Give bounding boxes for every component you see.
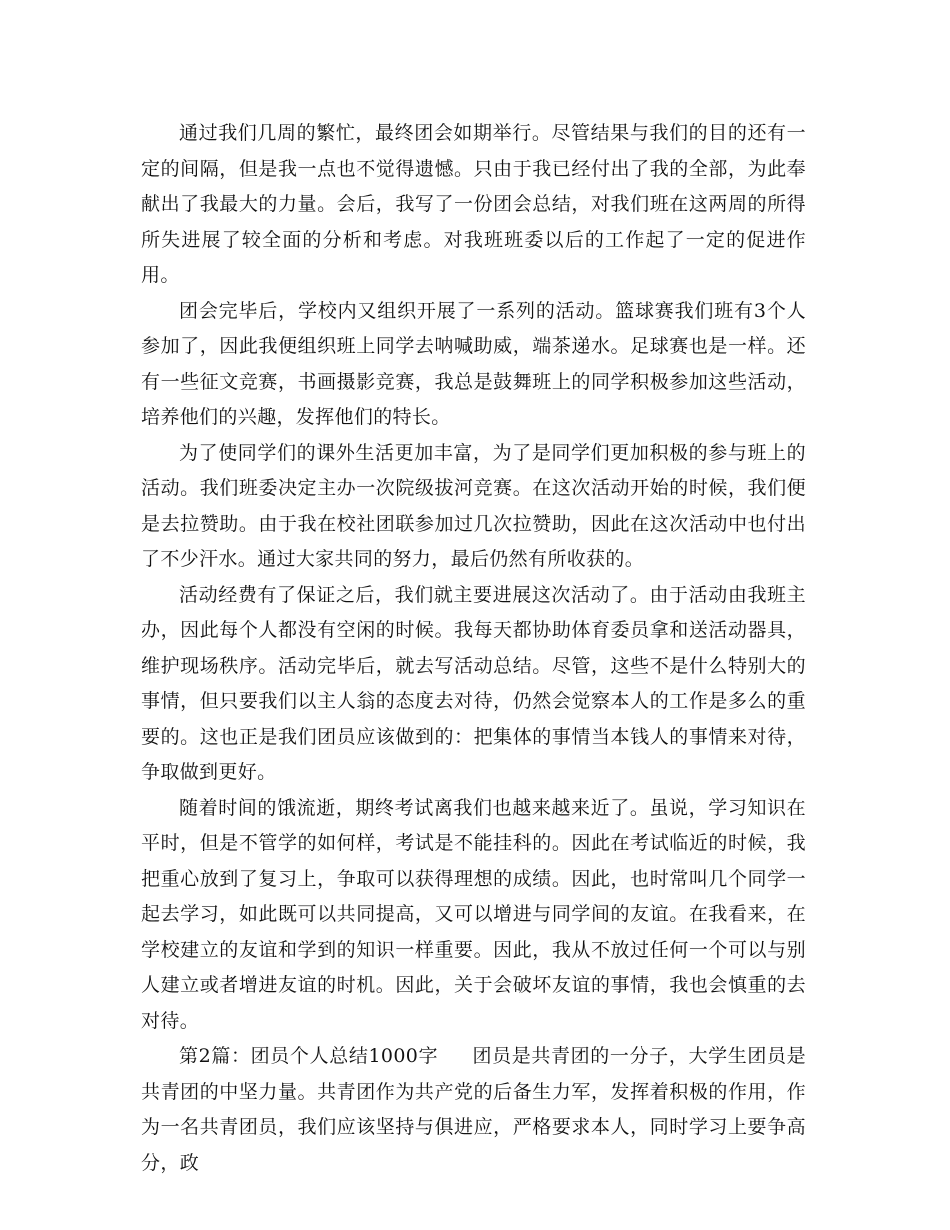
paragraph-1: 通过我们几周的繁忙，最终团会如期举行。尽管结果与我们的目的还有一定的间隔，但是我一点也不觉得遗憾。只由于我已经付出了我的全部，为此奉献出了我最大的力量。会后，我写了一份团会总结，对我们班在这两周的所得所失进展了较全面的分析和考虑。对我班班委以后的工作起了一定的促进作用。 [141, 122, 806, 286]
document-body [141, 116, 806, 1181]
paragraph-5: 随着时间的饿流逝，期终考试离我们也越来越来近了。虽说，学习知识在平时，但是不管学的如何样，考试是不能挂科的。因此在考试临近的时候，我把重心放到了复习上，争取可以获得理想的成绩。因此，也时常叫几个同学一起去学习，如此既可以共同提高，又可以增进与同学间的友谊。在我看来，在学校建立的友谊和学到的知识一样重要。因此，我从不放过任何一个可以与别人建立或者增进友谊的时机。因此，关于会破坏友谊的事情，我也会慎重的去对待。 [141, 796, 806, 1032]
section-heading: 第2篇：团员个人总结1000字 [179, 1045, 439, 1067]
paragraph-2: 团会完毕后，学校内又组织开展了一系列的活动。篮球赛我们班有3个人参加了，因此我便组织班上同学去呐喊助威，端茶递水。足球赛也是一样。还有一些征文竞赛，书画摄影竞赛，我总是鼓舞班上的同学积极参加这些活动，培养他们的兴趣，发挥他们的特长。 [141, 299, 806, 428]
section-intro: 团员是共青团的一分子，大学生团员是共青团的中坚力量。共青团作为共产党的后备生力军，发挥着积极的作用，作为一名共青团员，我们应该坚持与俱进应，严格要求本人，同时学习上要争高分，政 [141, 1045, 806, 1174]
paragraph-4: 活动经费有了保证之后，我们就主要进展这次活动了。由于活动由我班主办，因此每个人都没有空闲的时候。我每天都协助体育委员拿和送活动器具，维护现场秩序。活动完毕后，就去写活动总结。尽管，这些不是什么特别大的事情，但只要我们以主人翁的态度去对待，仍然会觉察本人的工作是多么的重要的。这也正是我们团员应该做到的：把集体的事情当本钱人的事情来对待，争取做到更好。 [141, 583, 806, 783]
paragraph-3: 为了使同学们的课外生活更加丰富，为了是同学们更加积极的参与班上的活动。我们班委决定主办一次院级拔河竞赛。在这次活动开始的时候，我们便是去拉赞助。由于我在校社团联参加过几次拉赞助，因此在这次活动中也付出了不少汗水。通过大家共同的努力，最后仍然有所收获的。 [141, 441, 806, 570]
section-paragraph [141, 1039, 806, 1181]
